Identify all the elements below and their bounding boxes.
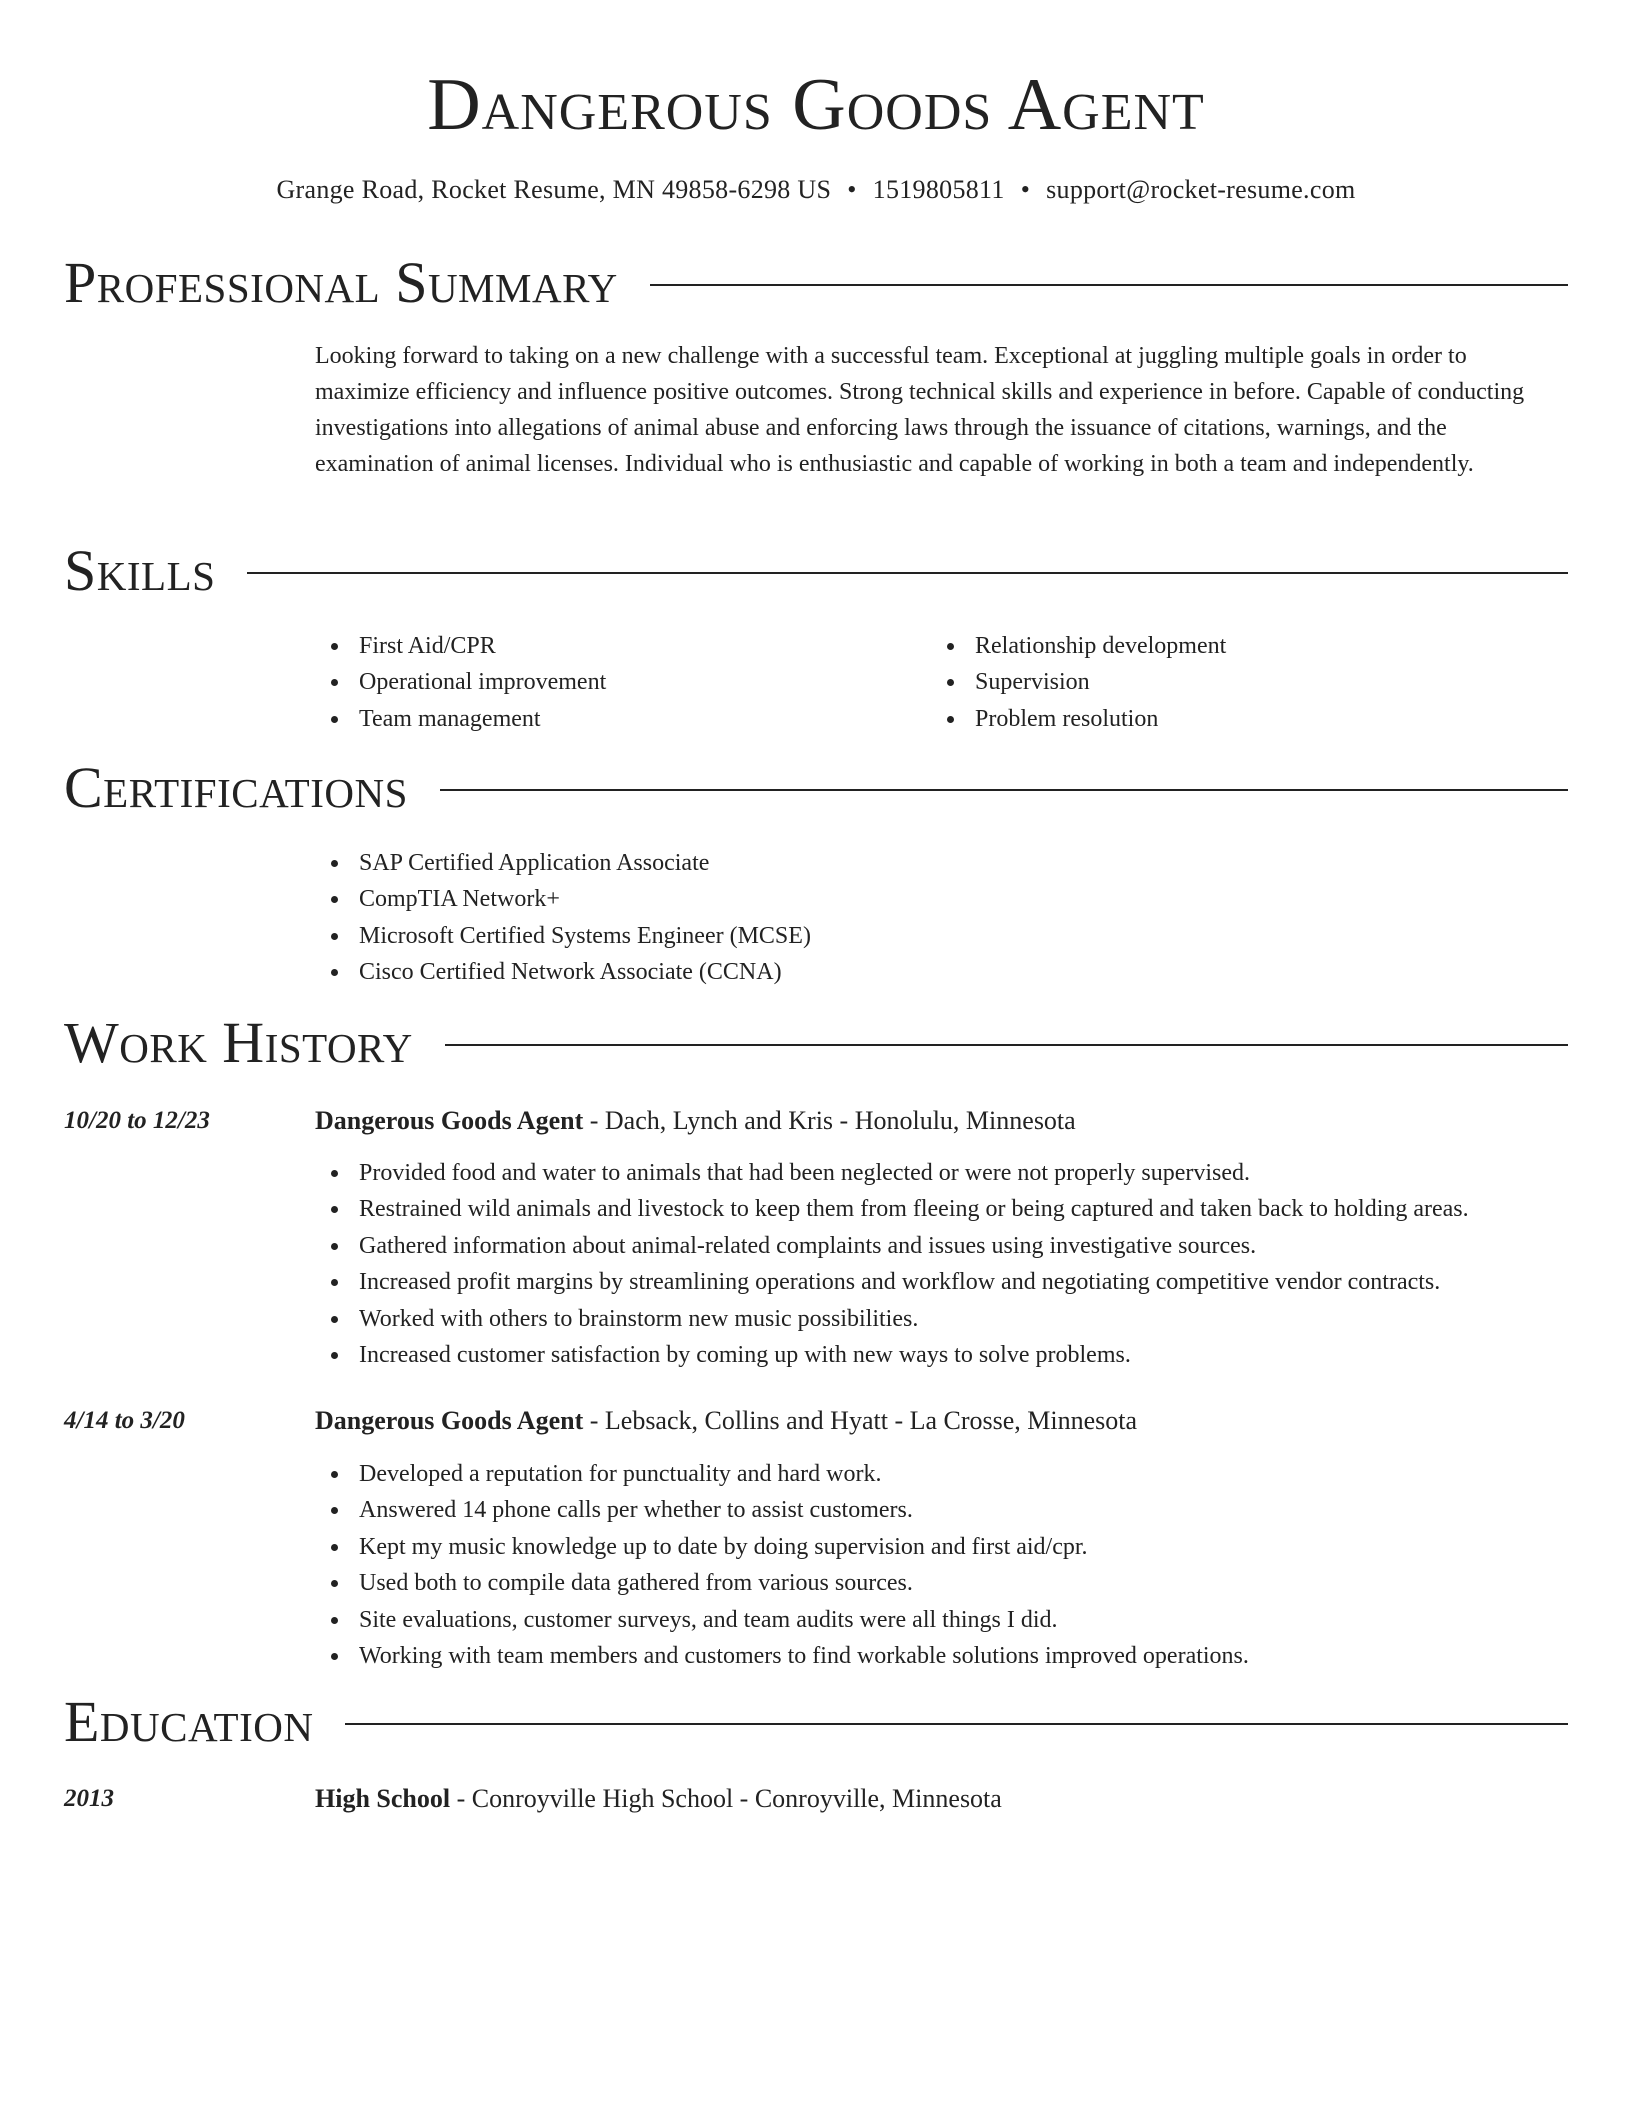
education-heading xyxy=(315,1781,1565,1817)
job-heading xyxy=(315,1403,1565,1439)
section-heading-skills xyxy=(64,536,1568,606)
section-heading-education xyxy=(64,1687,1568,1757)
section-heading-certifications xyxy=(64,753,1568,823)
skill-item: Operational improvement xyxy=(315,664,915,700)
job-duties xyxy=(315,1456,1565,1674)
skill-item: Supervision xyxy=(931,664,1531,700)
section-title: Professional Summary xyxy=(64,250,618,315)
job-employer: - Lebsack, Collins and Hyatt - La Crosse, Minnesota xyxy=(583,1406,1138,1435)
skills-column-right xyxy=(931,628,1531,737)
skill-item: Team management xyxy=(315,701,915,737)
skills-column-left xyxy=(315,628,915,737)
section-title: Education xyxy=(64,1689,314,1754)
certification-item: Cisco Certified Network Associate (CCNA) xyxy=(315,954,1565,990)
contact-separator: • xyxy=(1020,175,1031,204)
job-duty-item: Worked with others to brainstorm new music possibilities. xyxy=(315,1301,1565,1337)
certifications-block xyxy=(315,845,1565,991)
job-heading xyxy=(315,1103,1565,1139)
skill-item: First Aid/CPR xyxy=(315,628,915,664)
education-degree: High School xyxy=(315,1784,451,1813)
certifications-list xyxy=(315,845,1565,991)
job-duty-item: Restrained wild animals and livestock to keep them from fleeing or being captured and taken back to holding areas. xyxy=(315,1191,1565,1227)
education-year: 2013 xyxy=(64,1785,114,1812)
job-duty-item: Provided food and water to animals that had been neglected or were not properly supervised. xyxy=(315,1155,1565,1191)
job-duty-item: Working with team members and customers to find workable solutions improved operations. xyxy=(315,1638,1565,1674)
section-title: Certifications xyxy=(64,755,408,820)
job-employer: - Dach, Lynch and Kris - Honolulu, Minnesota xyxy=(583,1106,1076,1135)
job-duties xyxy=(315,1155,1565,1373)
skill-item: Relationship development xyxy=(931,628,1531,664)
job-duty-item: Kept my music knowledge up to date by doing supervision and first aid/cpr. xyxy=(315,1529,1565,1565)
job-duty-item: Increased customer satisfaction by coming up with new ways to solve problems. xyxy=(315,1337,1565,1373)
section-heading-work-history xyxy=(64,1008,1568,1078)
skills-list-right xyxy=(931,628,1531,737)
job-title: Dangerous Goods Agent xyxy=(315,1106,584,1135)
certification-item: CompTIA Network+ xyxy=(315,881,1565,917)
contact-address: Grange Road, Rocket Resume, MN 49858-6298 US xyxy=(276,175,832,204)
job-duty-item: Developed a reputation for punctuality and hard work. xyxy=(315,1456,1565,1492)
section-divider xyxy=(247,572,1568,574)
job-duty-item: Gathered information about animal-related complaints and issues using investigative sources. xyxy=(315,1228,1565,1264)
contact-line xyxy=(0,172,1632,208)
section-divider xyxy=(445,1044,1568,1046)
job-duty-item: Increased profit margins by streamlining operations and workflow and negotiating competitive vendor contracts. xyxy=(315,1264,1565,1300)
section-title: Skills xyxy=(64,538,216,603)
job-duties-list xyxy=(315,1155,1565,1373)
job-duty-item: Site evaluations, customer surveys, and team audits were all things I did. xyxy=(315,1602,1565,1638)
skills-list-left xyxy=(315,628,915,737)
certification-item: SAP Certified Application Associate xyxy=(315,845,1565,881)
job-duty-item: Answered 14 phone calls per whether to assist customers. xyxy=(315,1492,1565,1528)
section-divider xyxy=(650,284,1568,286)
certification-item: Microsoft Certified Systems Engineer (MCSE) xyxy=(315,918,1565,954)
section-divider xyxy=(345,1723,1568,1725)
job-dates: 4/14 to 3/20 xyxy=(64,1407,185,1434)
contact-email: support@rocket-resume.com xyxy=(1046,175,1356,204)
section-title: Work History xyxy=(64,1010,413,1075)
job-duties-list xyxy=(315,1456,1565,1674)
education-school: - Conroyville High School - Conroyville, Minnesota xyxy=(450,1784,1002,1813)
job-dates: 10/20 to 12/23 xyxy=(64,1107,210,1134)
job-title: Dangerous Goods Agent xyxy=(315,1406,584,1435)
section-divider xyxy=(440,789,1568,791)
contact-phone: 1519805811 xyxy=(872,175,1005,204)
candidate-name: Dangerous Goods Agent xyxy=(427,64,1205,146)
contact-separator: • xyxy=(847,175,857,204)
summary-text: Looking forward to taking on a new challenge with a successful team. Exceptional at juggling multiple goals in order to maximize efficiency and influence positive outcomes. Strong technical skills and experience in before. Capable of conducting investigations into allegations of animal abuse and enforcing laws through the issuance of citations, warnings, and the examination of animal licenses. Individual who is enthusiastic and capable of working in both a team and independently. xyxy=(315,343,1525,477)
section-heading-summary xyxy=(64,248,1568,318)
skill-item: Problem resolution xyxy=(931,701,1531,737)
job-duty-item: Used both to compile data gathered from various sources. xyxy=(315,1565,1565,1601)
